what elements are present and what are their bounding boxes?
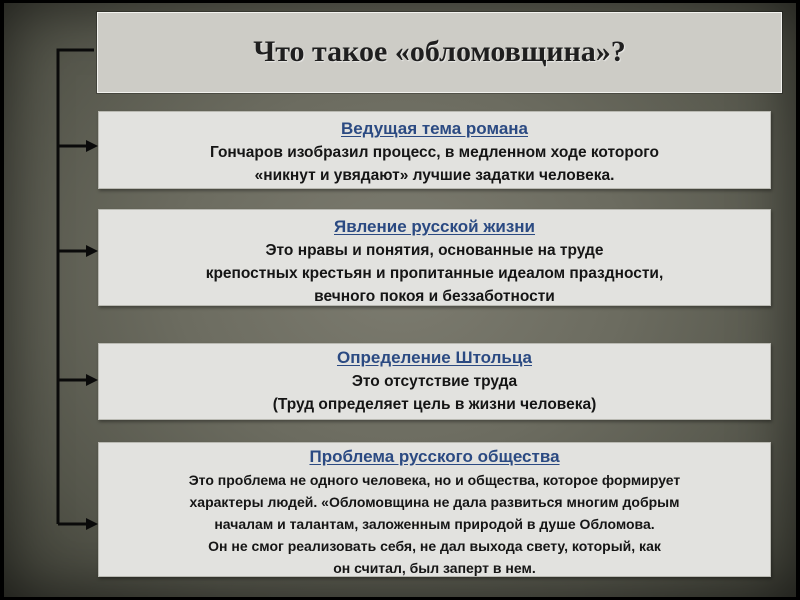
card-heading[interactable]: Явление русской жизни [334, 217, 535, 236]
card-body: Это нравы и понятия, основанные на труде крепостных крестьян и пропитанные идеалом праздности, вечного покоя и беззаботности [205, 242, 664, 305]
slide-title: Что такое «обломовщина»? [253, 35, 626, 68]
card-body: Гончаров изобразил процесс, в медленном ходе которого «никнут и увядают» лучшие задатки человека. [209, 144, 660, 184]
card-society-problem [98, 442, 771, 577]
card-body: Это отсутствие труда (Труд определяет цель в жизни человека) [272, 373, 597, 413]
card-leading-theme [98, 111, 771, 189]
title-box [97, 12, 782, 93]
card-body: Это проблема не одного человека, но и общества, которое формирует характеры людей. «Обломовщина не дала развиться многим добрым началам и талантам, заложенным природой в душе Обломова. Он не смог реализовать себя, не дал выхода свету, который, как он считал, был заперт в нем. [188, 472, 681, 576]
arrow-icon [86, 140, 98, 152]
arrow-icon [86, 518, 98, 530]
card-heading[interactable]: Ведущая тема романа [341, 119, 528, 138]
card-heading[interactable]: Определение Штольца [336, 348, 532, 367]
arrow-icon [86, 245, 98, 257]
card-stolz-definition [98, 343, 771, 420]
arrow-icon [86, 374, 98, 386]
card-russian-life [98, 209, 771, 306]
slide-background [4, 3, 796, 597]
card-heading[interactable]: Проблема русского общества [309, 447, 560, 466]
